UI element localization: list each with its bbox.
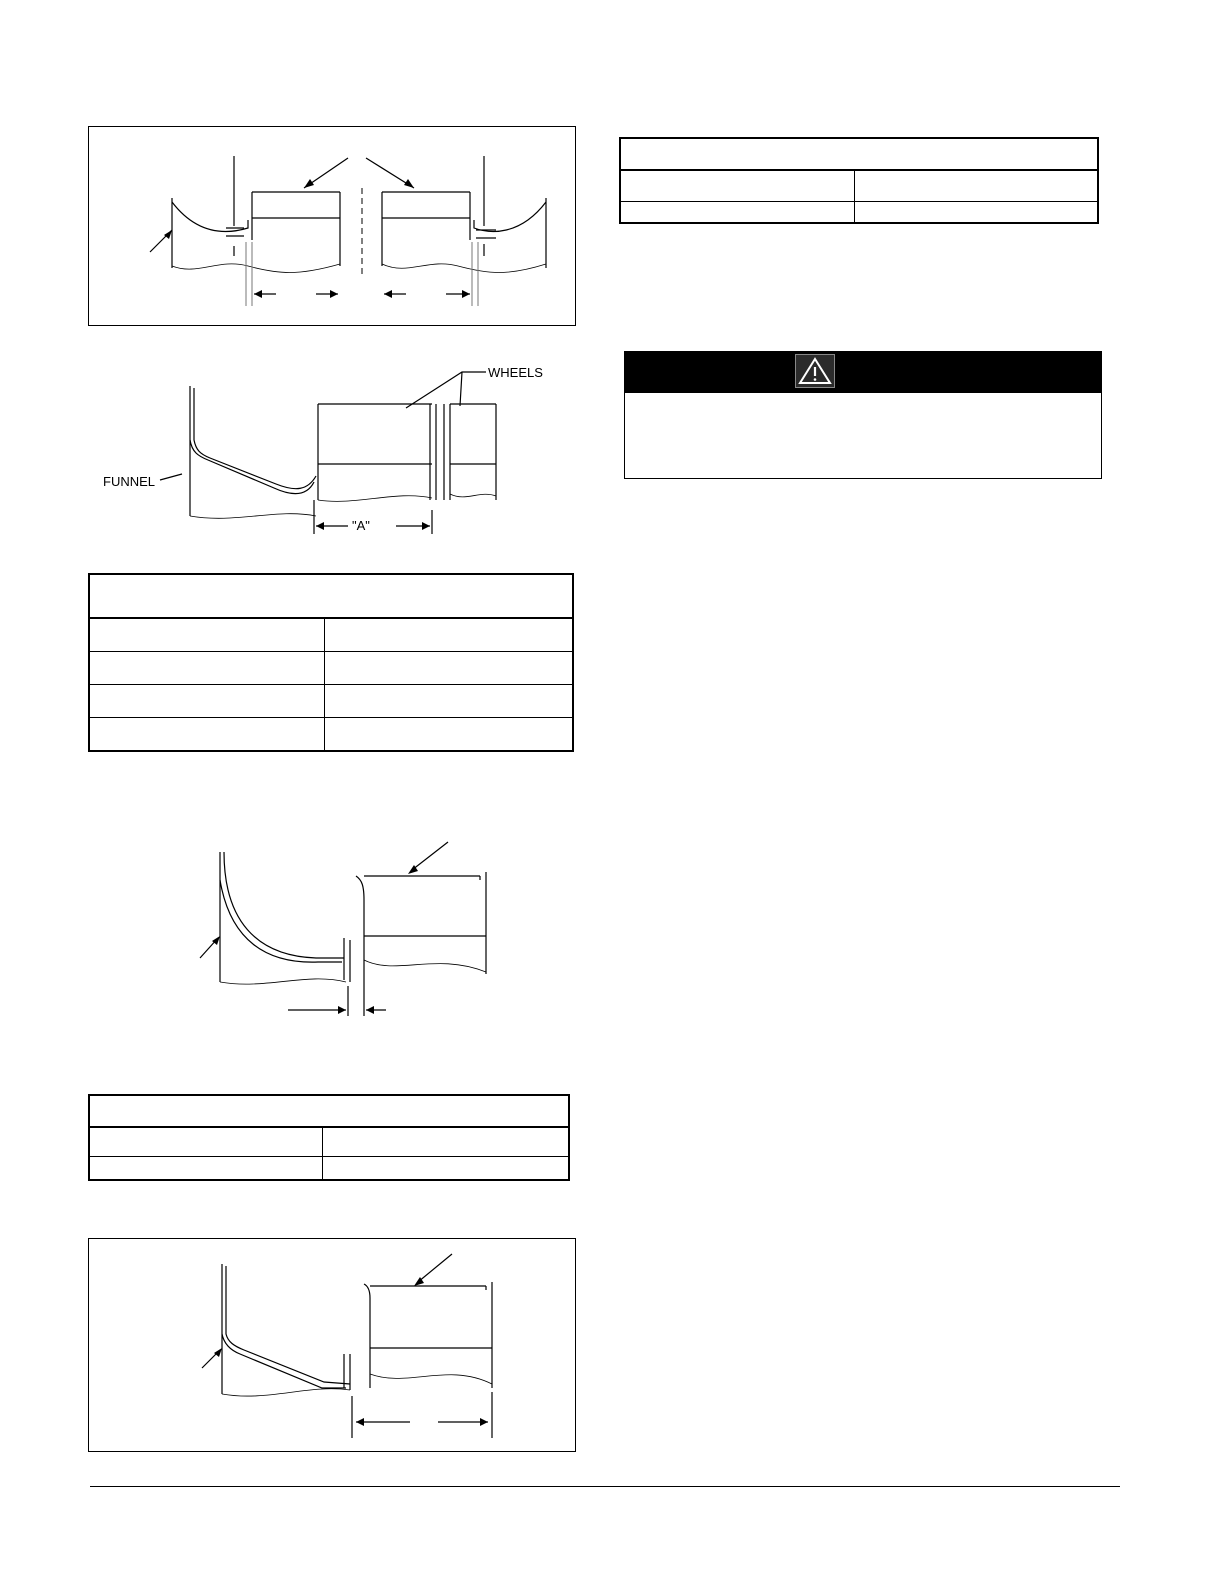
table-row — [89, 685, 573, 718]
wheels-label: WHEELS — [488, 365, 543, 380]
footer-rule — [90, 1486, 1120, 1487]
warning-body — [624, 393, 1102, 479]
right-wheel — [382, 192, 470, 266]
table-row — [89, 1157, 569, 1181]
left-wheel — [252, 192, 340, 266]
table-title-row — [620, 138, 1098, 170]
right-break-line — [382, 264, 546, 273]
table-header-row — [620, 170, 1098, 202]
table-right-2-rows — [619, 137, 1099, 224]
warning-triangle-icon — [795, 354, 835, 388]
figure-wheel-funnel-dimension-a — [96, 360, 566, 540]
table-gap-2-rows — [88, 1094, 570, 1181]
left-break-line — [172, 264, 340, 273]
right-funnel-curve — [474, 202, 546, 231]
funnel-label: FUNNEL — [103, 474, 156, 489]
table-header-row — [89, 1127, 569, 1157]
table-header-row — [89, 618, 573, 652]
table-title-row — [89, 1095, 569, 1127]
figure-double-inlet-drawing — [88, 126, 576, 326]
figure-curved-funnel-gap — [196, 840, 496, 1020]
table-row — [89, 652, 573, 685]
table-title-row — [89, 574, 573, 618]
left-funnel-curve — [172, 202, 248, 231]
table-row — [89, 718, 573, 752]
figure-straight-funnel-drawing — [88, 1238, 576, 1452]
right-overlap-dim — [476, 156, 496, 256]
dimension-a-label: "A" — [352, 518, 370, 533]
table-wheel-clearance-4-rows — [88, 573, 574, 752]
left-overlap-dim — [226, 156, 244, 256]
warning-header-bar — [624, 351, 1102, 393]
table-row — [620, 202, 1098, 224]
